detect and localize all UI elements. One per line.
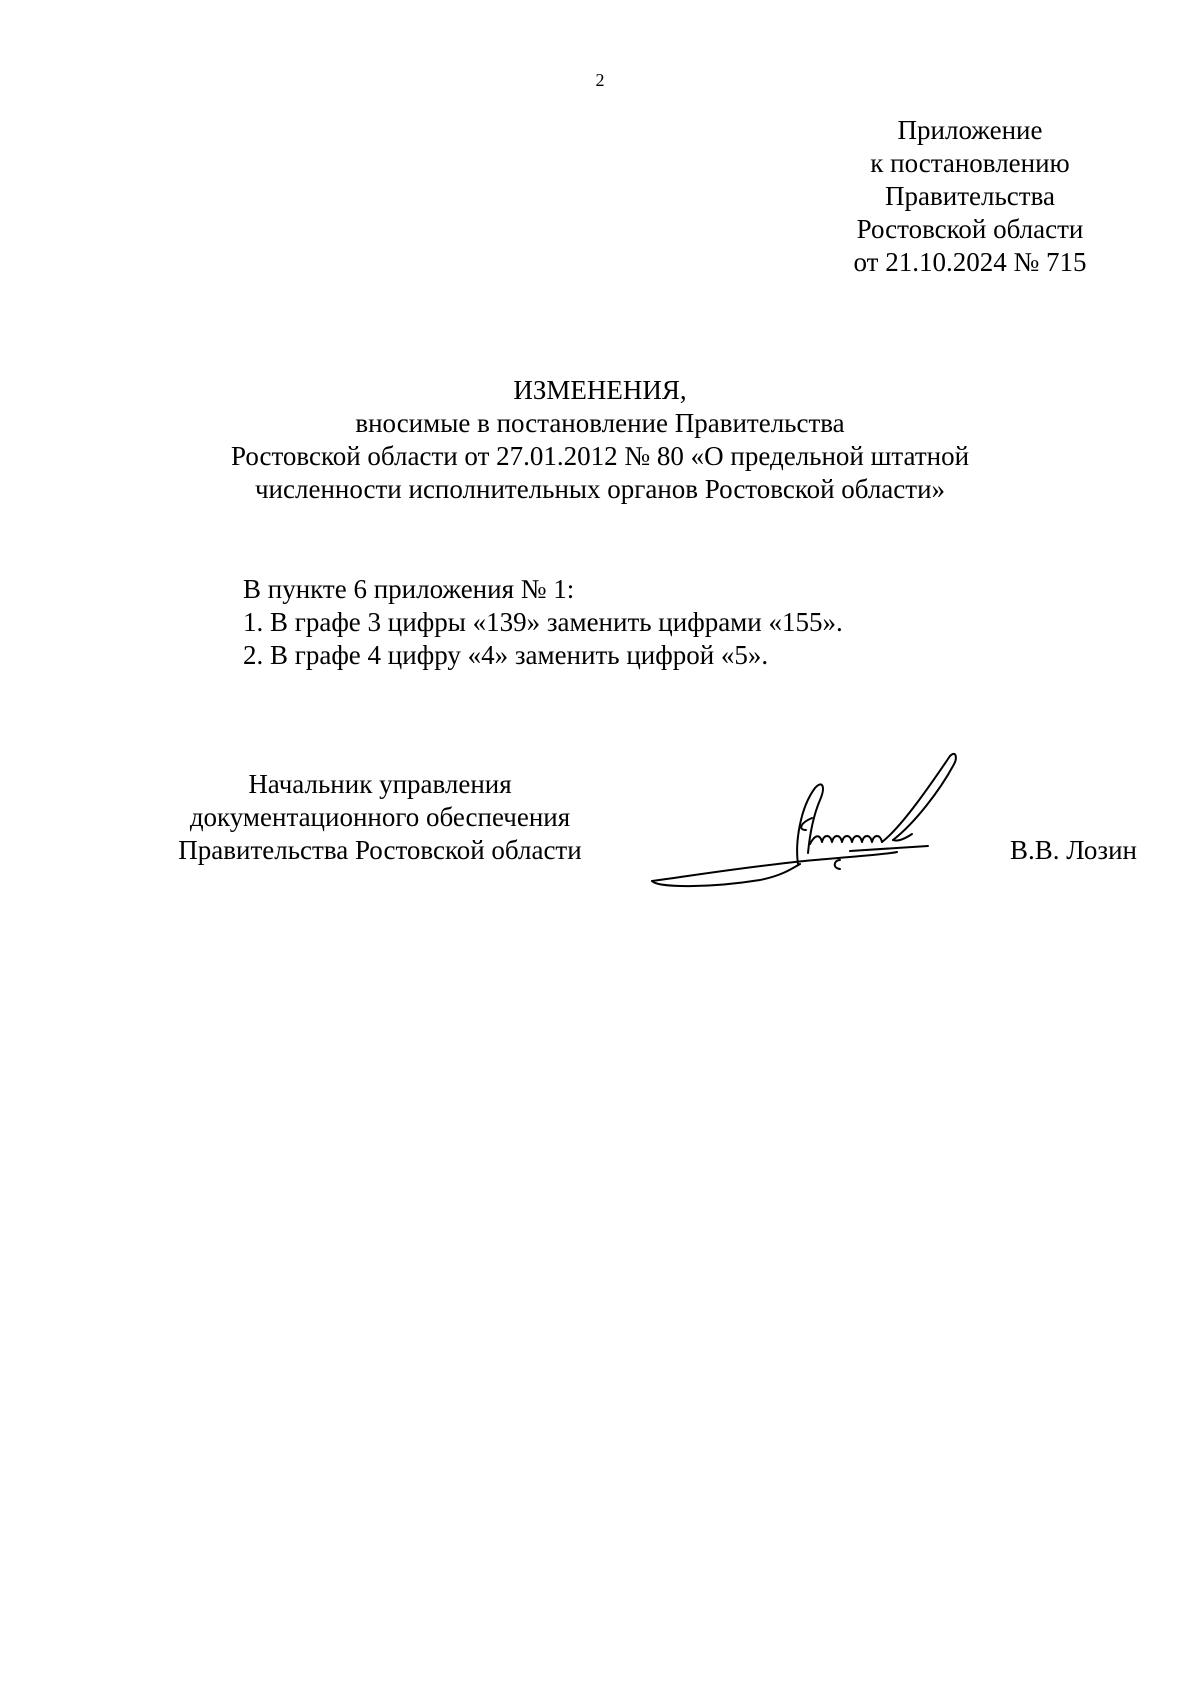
body-intro: В пункте 6 приложения № 1: bbox=[243, 574, 575, 604]
title-heading: ИЗМЕНЕНИЯ, bbox=[513, 375, 687, 405]
appendix-line: от 21.10.2024 № 715 bbox=[853, 247, 1087, 277]
appendix-line: Правительства bbox=[885, 181, 1055, 211]
page-number: 2 bbox=[595, 70, 605, 90]
body-item: 1. В графе 3 цифры «139» заменить цифрами «155». bbox=[243, 607, 843, 637]
document-body bbox=[243, 573, 1103, 672]
title-line: вносимые в постановление Правительства bbox=[355, 408, 845, 438]
signer-position-line: Правительства Ростовской области bbox=[178, 835, 582, 865]
appendix-line: к постановлению bbox=[870, 148, 1070, 178]
signer-position-line: Начальник управления bbox=[248, 769, 512, 799]
appendix-line: Ростовской области bbox=[856, 214, 1084, 244]
document-title bbox=[160, 374, 1040, 506]
title-line: численности исполнительных органов Ростовской области» bbox=[254, 474, 946, 504]
signer-position-line: документационного обеспечения bbox=[189, 802, 571, 832]
title-line: Ростовской области от 27.01.2012 № 80 «О предельной штатной bbox=[230, 441, 970, 471]
body-item: 2. В графе 4 цифру «4» заменить цифрой «5». bbox=[243, 640, 769, 670]
signer-position bbox=[140, 768, 620, 867]
signer-name: В.В. Лозин bbox=[1010, 835, 1137, 865]
appendix-header bbox=[820, 114, 1120, 279]
appendix-line: Приложение bbox=[897, 115, 1043, 145]
handwritten-signature bbox=[650, 748, 980, 898]
